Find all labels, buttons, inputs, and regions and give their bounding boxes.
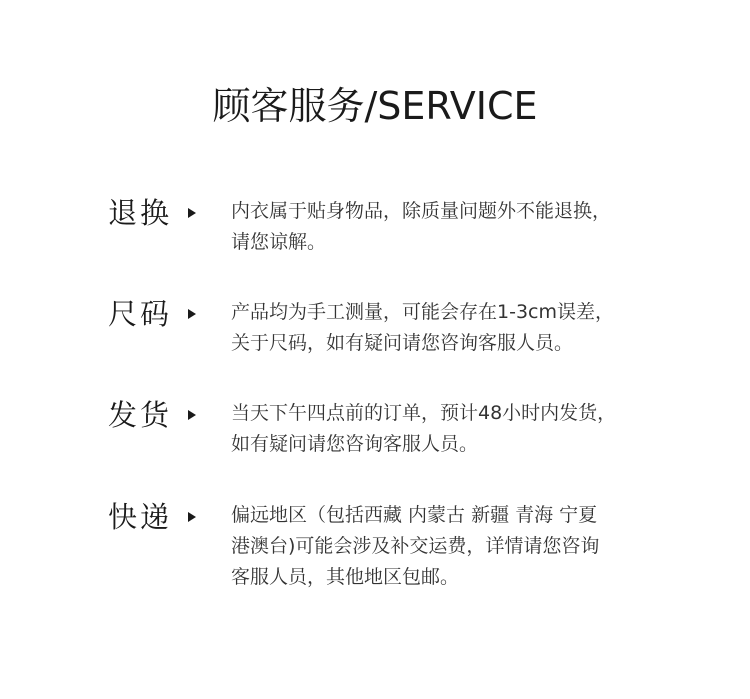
description-line: 如有疑问请您咨询客服人员。 (231, 433, 479, 455)
section-description-size (231, 297, 651, 359)
triangle-right-icon (188, 208, 196, 218)
section-label-size: 尺码 (108, 297, 173, 331)
triangle-right-icon (188, 309, 196, 319)
description-line: 产品均为手工测量，可能会存在1-3cm误差， (231, 301, 614, 323)
section-description-returns (231, 196, 651, 258)
section-description-delivery (231, 500, 651, 593)
description-line: 当天下午四点前的订单，预计48小时内发货， (231, 402, 617, 424)
section-label-shipping: 发货 (108, 398, 173, 432)
description-line: 内衣属于贴身物品，除质量问题外不能退换， (231, 200, 612, 222)
description-line: 港澳台)可能会涉及补交运费，详情请您咨询 (231, 535, 600, 557)
section-label-returns: 退换 (108, 196, 173, 230)
page-title: 顾客服务/SERVICE (212, 84, 538, 128)
description-line: 客服人员，其他地区包邮。 (231, 566, 460, 588)
description-line: 请您谅解。 (231, 231, 327, 253)
description-line: 关于尺码，如有疑问请您咨询客服人员。 (231, 332, 574, 354)
triangle-right-icon (188, 410, 196, 420)
section-label-delivery: 快递 (108, 500, 173, 534)
section-description-shipping (231, 398, 651, 460)
description-line: 偏远地区（包括西藏 内蒙古 新疆 青海 宁夏 (231, 504, 598, 526)
triangle-right-icon (188, 512, 196, 522)
